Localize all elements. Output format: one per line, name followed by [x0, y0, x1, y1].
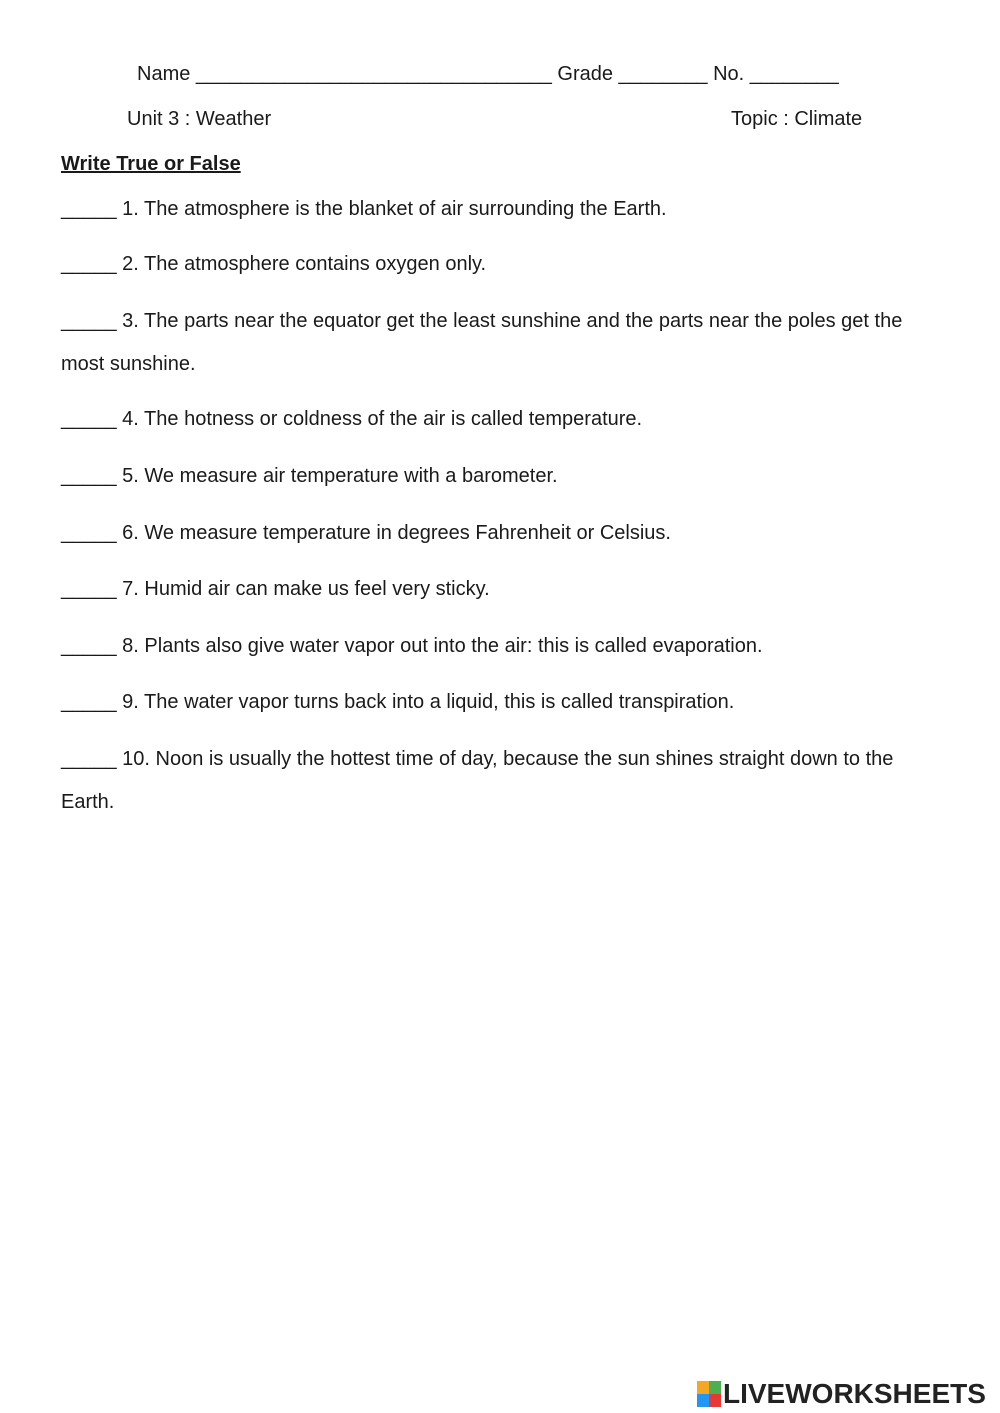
topic-label: Topic : Climate — [731, 108, 863, 130]
liveworksheets-icon — [697, 1381, 721, 1407]
question-1: _____ 1. The atmosphere is the blanket of air surrounding the Earth. — [61, 198, 667, 220]
name-grade-number-line: Name ________________________________ Grade ________ No. ________ — [137, 63, 839, 85]
question-4: _____ 4. The hotness or coldness of the air is called temperature. — [61, 408, 643, 430]
question-9: _____ 9. The water vapor turns back into a liquid, this is called transpiration. — [61, 691, 735, 713]
question-8: _____ 8. Plants also give water vapor out into the air: this is called evaporation. — [61, 635, 763, 657]
instruction-heading: Write True or False — [61, 153, 241, 175]
question-5: _____ 5. We measure air temperature with a barometer. — [61, 465, 558, 487]
question-2: _____ 2. The atmosphere contains oxygen only. — [61, 253, 487, 275]
brand-text: LIVEWORKSHEETS — [723, 1378, 986, 1409]
question-6: _____ 6. We measure temperature in degrees Fahrenheit or Celsius. — [61, 522, 671, 544]
liveworksheets-logo — [697, 1378, 986, 1410]
question-3: _____ 3. The parts near the equator get the least sunshine and the parts near the poles get the most sunshine. — [61, 310, 903, 375]
question-10: _____ 10. Noon is usually the hottest time of day, because the sun shines straight down to the Earth. — [61, 748, 894, 813]
unit-label: Unit 3 : Weather — [127, 108, 272, 130]
question-7: _____ 7. Humid air can make us feel very sticky. — [61, 578, 490, 600]
